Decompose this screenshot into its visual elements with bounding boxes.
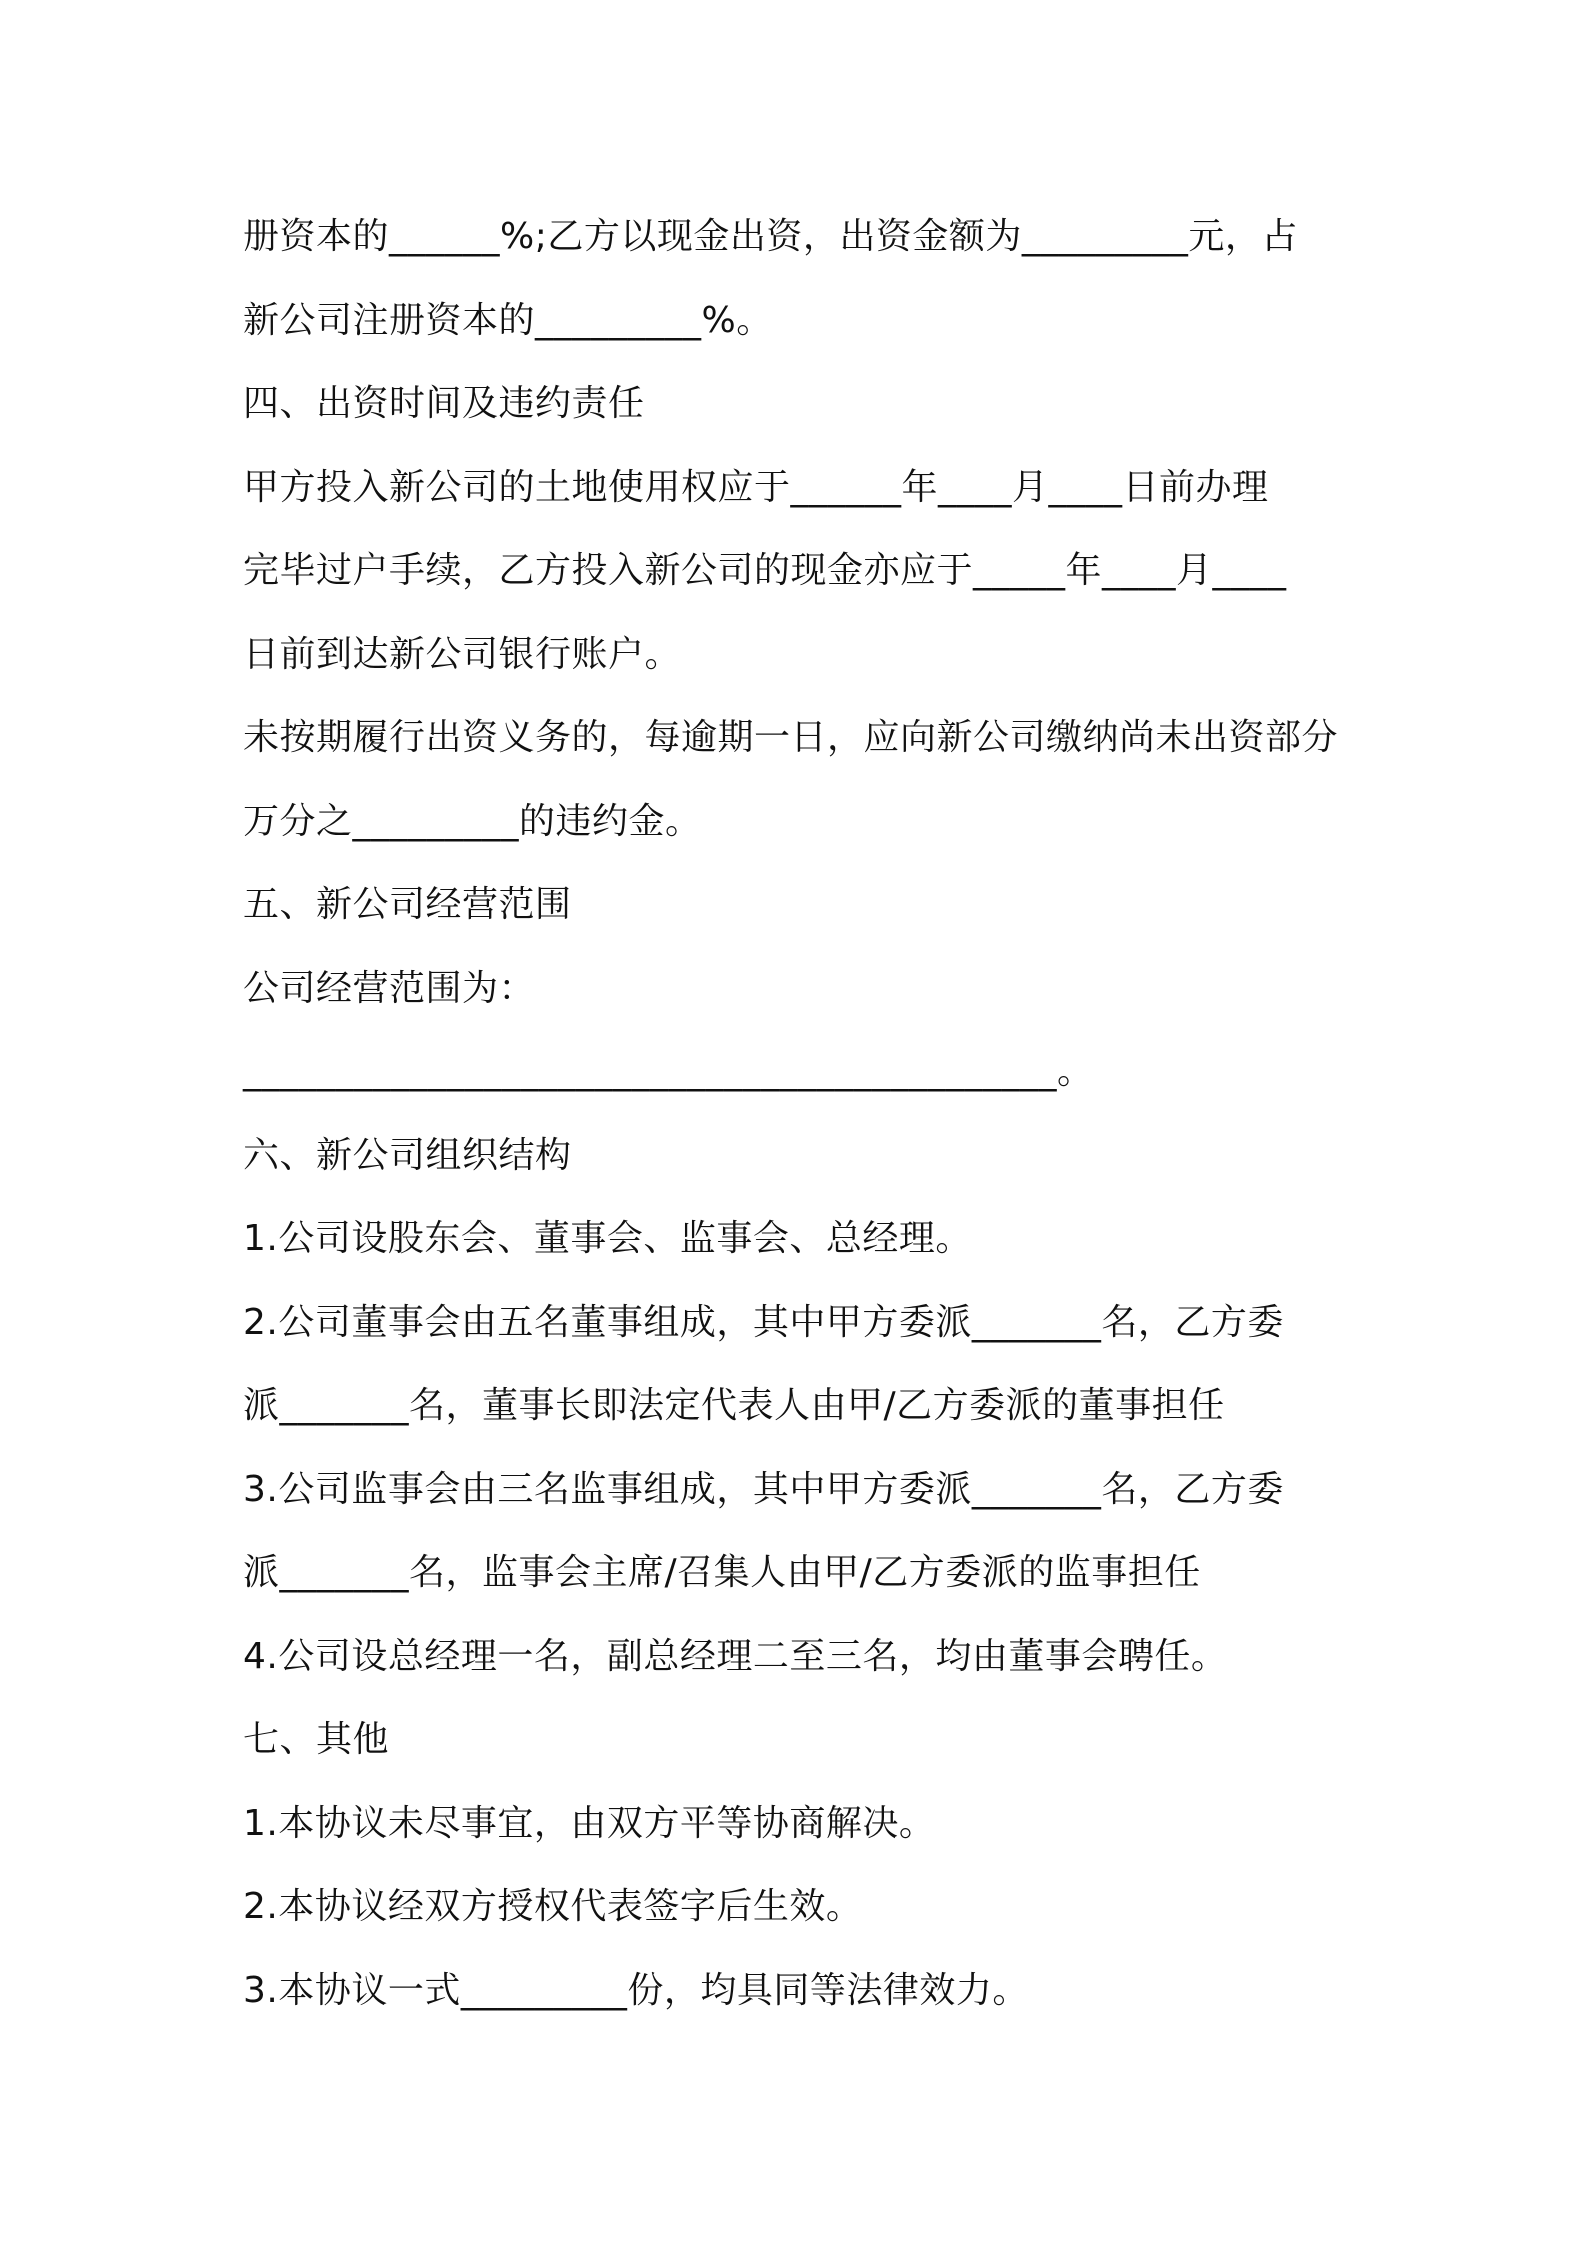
document-body [243, 195, 1363, 2032]
text-line: 新公司注册资本的_________%。 [243, 299, 773, 341]
text-line: 2.本协议经双方授权代表签字后生效。 [243, 1886, 863, 1927]
text-line: 1.公司设股东会、董事会、监事会、总经理。 [243, 1218, 972, 1259]
text-line: 派_______名，董事长即法定代表人由甲/乙方委派的董事担任 [243, 1385, 1225, 1426]
text-line: 日前到达新公司银行账户。 [243, 633, 682, 675]
section-heading: 五、新公司经营范围 [243, 884, 572, 925]
section-heading: 四、出资时间及违约责任 [243, 383, 645, 424]
section-heading: 六、新公司组织结构 [243, 1134, 572, 1176]
text-line: 4.公司设总经理一名，副总经理二至三名，均由董事会聘任。 [243, 1635, 1228, 1677]
text-line: 3.本协议一式_________份，均具同等法律效力。 [243, 1969, 1029, 2011]
text-line: 未按期履行出资义务的，每逾期一日，应向新公司缴纳尚未出资部分 [243, 717, 1339, 758]
text-line: 2.公司董事会由五名董事组成，其中甲方委派_______名，乙方委 [243, 1301, 1284, 1343]
fill-in-blank-line: ____________________________________________。 [243, 1051, 1094, 1092]
text-line: 1.本协议未尽事宜，由双方平等协商解决。 [243, 1802, 936, 1844]
text-line: 3.公司监事会由三名监事组成，其中甲方委派_______名，乙方委 [243, 1468, 1284, 1510]
text-line: 公司经营范围为： [243, 967, 536, 1009]
text-line: 万分之_________的违约金。 [243, 800, 702, 842]
text-line: 册资本的______%;乙方以现金出资，出资金额为_________元，占 [243, 216, 1298, 257]
text-line: 完毕过户手续，乙方投入新公司的现金亦应于_____年____月____ [243, 550, 1287, 591]
text-line: 派_______名，监事会主席/召集人由甲/乙方委派的监事担任 [243, 1552, 1201, 1593]
text-line: 甲方投入新公司的土地使用权应于______年____月____日前办理 [243, 466, 1269, 508]
section-heading: 七、其他 [243, 1719, 390, 1760]
